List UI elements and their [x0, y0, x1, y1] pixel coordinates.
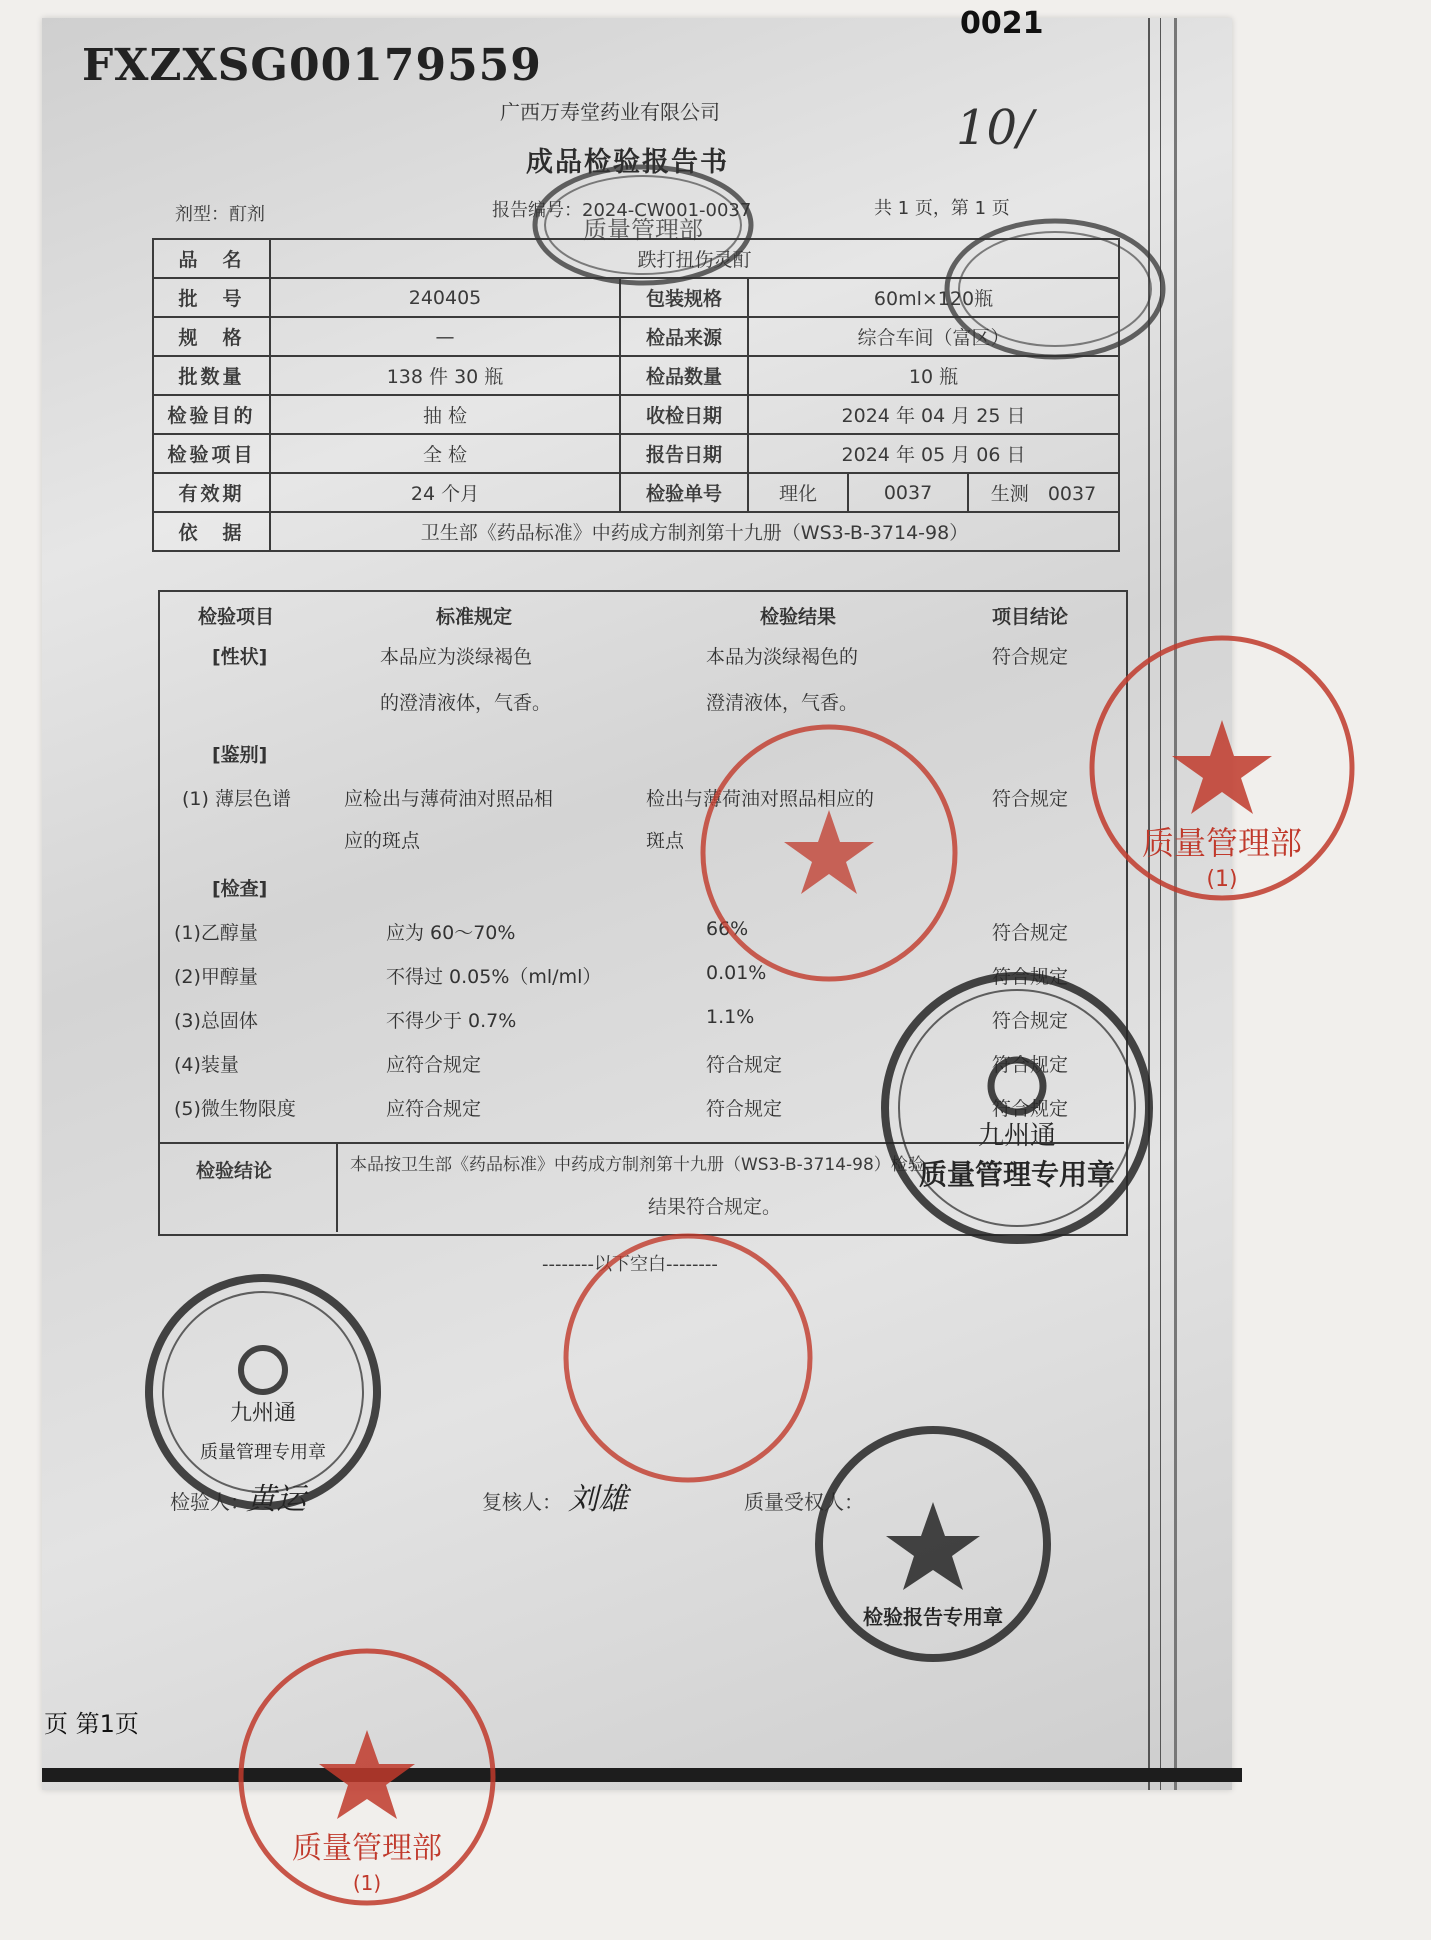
conclusion-separator: [336, 1142, 338, 1232]
bio-value: 0037: [1047, 483, 1097, 505]
col-header-conclusion: 项目结论: [992, 606, 1069, 628]
check-standard: 不得过 0.05%（ml/ml）: [386, 966, 602, 988]
item-label: 检验项目: [153, 434, 270, 473]
col-header-standard: 标准规定: [436, 606, 513, 628]
check-item: (1)乙醇量: [174, 922, 258, 944]
svg-text:检验报告专用章: 检验报告专用章: [863, 1605, 1003, 1629]
black-seal-right: [872, 968, 1162, 1248]
check-result: 66%: [706, 918, 749, 940]
char-standard-1: 本品应为淡绿褐色: [380, 646, 533, 668]
top-code: 0021: [960, 6, 1044, 41]
batch-label: 批 号: [153, 278, 270, 317]
page-footer: 页 第1页: [44, 1710, 139, 1738]
phys-value: 0037: [848, 473, 968, 512]
serial-number: FXZXSG00179559: [82, 40, 542, 91]
document-title: 成品检验报告书: [526, 147, 729, 178]
char-result-2: 澄清液体，气香。: [706, 692, 859, 714]
company-stamp-top: [528, 160, 758, 290]
batch-value: 240405: [270, 278, 620, 317]
check-item: (4)装量: [174, 1054, 239, 1076]
purpose-value: 抽 检: [270, 395, 620, 434]
recv-value: 2024 年 04 月 25 日: [748, 395, 1119, 434]
scan-bottom-bar: [42, 1768, 1242, 1782]
red-seal-center: [694, 718, 964, 988]
svg-text:(1): (1): [352, 1871, 382, 1895]
svg-text:九州通: 九州通: [977, 1121, 1057, 1151]
ident-standard-2: 应的斑点: [344, 830, 421, 852]
check-standard: 不得少于 0.7%: [386, 1010, 517, 1032]
pack-label: 包装规格: [620, 278, 748, 317]
red-seal-right: [1082, 628, 1362, 908]
ident-conclusion: 符合规定: [992, 788, 1069, 810]
check-conclusion: 符合规定: [992, 1054, 1069, 1076]
char-conclusion: 符合规定: [992, 646, 1069, 668]
svg-text:九州通: 九州通: [229, 1401, 297, 1426]
valid-label: 有效期: [153, 473, 270, 512]
ident-result-2: 斑点: [646, 830, 685, 852]
red-seal-bottom-left: [232, 1642, 502, 1912]
dosage-form: 剂型：酊剂: [175, 204, 265, 225]
page-info: 共 1 页，第 1 页: [874, 198, 1010, 219]
blank-note: --------以下空白--------: [542, 1254, 718, 1275]
check-title: [检查]: [212, 878, 268, 900]
recv-label: 收检日期: [620, 395, 748, 434]
report-number: 报告编号：2024-CW001-0037: [492, 200, 752, 221]
spec-value: —: [270, 317, 620, 356]
report-date-label: 报告日期: [620, 434, 748, 473]
svg-text:质量管理部: 质量管理部: [292, 1831, 442, 1866]
handwritten-mark: 10/: [956, 100, 1034, 156]
company-name: 广西万寿堂药业有限公司: [500, 100, 720, 124]
check-standard: 应为 60～70%: [386, 922, 516, 944]
svg-text:质量管理专用章: 质量管理专用章: [200, 1442, 326, 1463]
char-standard-2: 的澄清液体，气香。: [380, 692, 552, 714]
check-standard: 应符合规定: [386, 1054, 482, 1076]
black-seal-bottom: [808, 1424, 1058, 1664]
ident-title: [鉴别]: [212, 744, 268, 766]
svg-text:(1): (1): [1206, 867, 1238, 892]
bio-cell: [968, 473, 1119, 512]
check-item: (3)总固体: [174, 1010, 258, 1032]
svg-text:质量管理部: 质量管理部: [583, 216, 703, 244]
check-item: (5)微生物限度: [174, 1098, 296, 1120]
qty-label: 批数量: [153, 356, 270, 395]
ident-result-1: 检出与薄荷油对照品相应的: [646, 788, 875, 810]
check-conclusion: 符合规定: [992, 922, 1069, 944]
check-conclusion: 符合规定: [992, 1010, 1069, 1032]
valid-value: 24 个月: [270, 473, 620, 512]
check-standard: 应符合规定: [386, 1098, 482, 1120]
sample-label: 检品数量: [620, 356, 748, 395]
black-seal-left: [138, 1272, 388, 1512]
check-result: 1.1%: [706, 1006, 755, 1028]
product-label: 品 名: [153, 239, 270, 278]
conclusion-label: 检验结论: [196, 1160, 273, 1182]
source-label: 检品来源: [620, 317, 748, 356]
check-result: 0.01%: [706, 962, 767, 984]
conclusion-text-2: 结果符合规定。: [648, 1196, 782, 1218]
pack-value: 60ml×120瓶: [748, 278, 1119, 317]
item-value: 全 检: [270, 434, 620, 473]
sample-value: 10 瓶: [748, 356, 1119, 395]
check-conclusion: 符合规定: [992, 1098, 1069, 1120]
qa-label: 质量受权人：: [744, 1490, 864, 1514]
ident-item: (1) 薄层色谱: [182, 788, 291, 810]
source-value: 综合车间（富区）: [748, 317, 1119, 356]
company-stamp-right-top: [940, 214, 1170, 364]
col-header-result: 检验结果: [760, 606, 837, 628]
reviewer-label: 复核人：: [482, 1490, 562, 1514]
inspector-signature: 黄运: [246, 1482, 306, 1517]
reviewer-signature: 刘雄: [568, 1482, 628, 1517]
ident-standard-1: 应检出与薄荷油对照品相: [344, 788, 554, 810]
check-result: 符合规定: [706, 1098, 783, 1120]
svg-text:质量管理专用章: 质量管理专用章: [918, 1158, 1116, 1191]
product-value: 跌打扭伤灵酊: [270, 239, 1119, 278]
inspector-label: 检验人：: [170, 1490, 250, 1514]
char-title: [性状]: [212, 646, 268, 668]
testno-label: 检验单号: [620, 473, 748, 512]
conclusion-text-1: 本品按卫生部《药品标准》中药成方制剂第十九册（WS3-B-3714-98）检验，: [350, 1155, 942, 1175]
check-result: 符合规定: [706, 1054, 783, 1076]
char-result-1: 本品为淡绿褐色的: [706, 646, 859, 668]
purpose-label: 检验目的: [153, 395, 270, 434]
bio-label: 生测: [990, 483, 1029, 505]
col-header-item: 检验项目: [198, 606, 275, 628]
check-item: (2)甲醇量: [174, 966, 258, 988]
check-conclusion: 符合规定: [992, 966, 1069, 988]
report-date-value: 2024 年 05 月 06 日: [748, 434, 1119, 473]
svg-text:质量管理部: 质量管理部: [1141, 824, 1303, 862]
qty-value: 138 件 30 瓶: [270, 356, 620, 395]
basis-label: 依 据: [153, 512, 270, 551]
red-seal-bottom-mid: [558, 1228, 818, 1488]
spec-label: 规 格: [153, 317, 270, 356]
phys-label: 理化: [748, 473, 848, 512]
basis-value: 卫生部《药品标准》中药成方制剂第十九册（WS3-B-3714-98）: [270, 512, 1119, 551]
